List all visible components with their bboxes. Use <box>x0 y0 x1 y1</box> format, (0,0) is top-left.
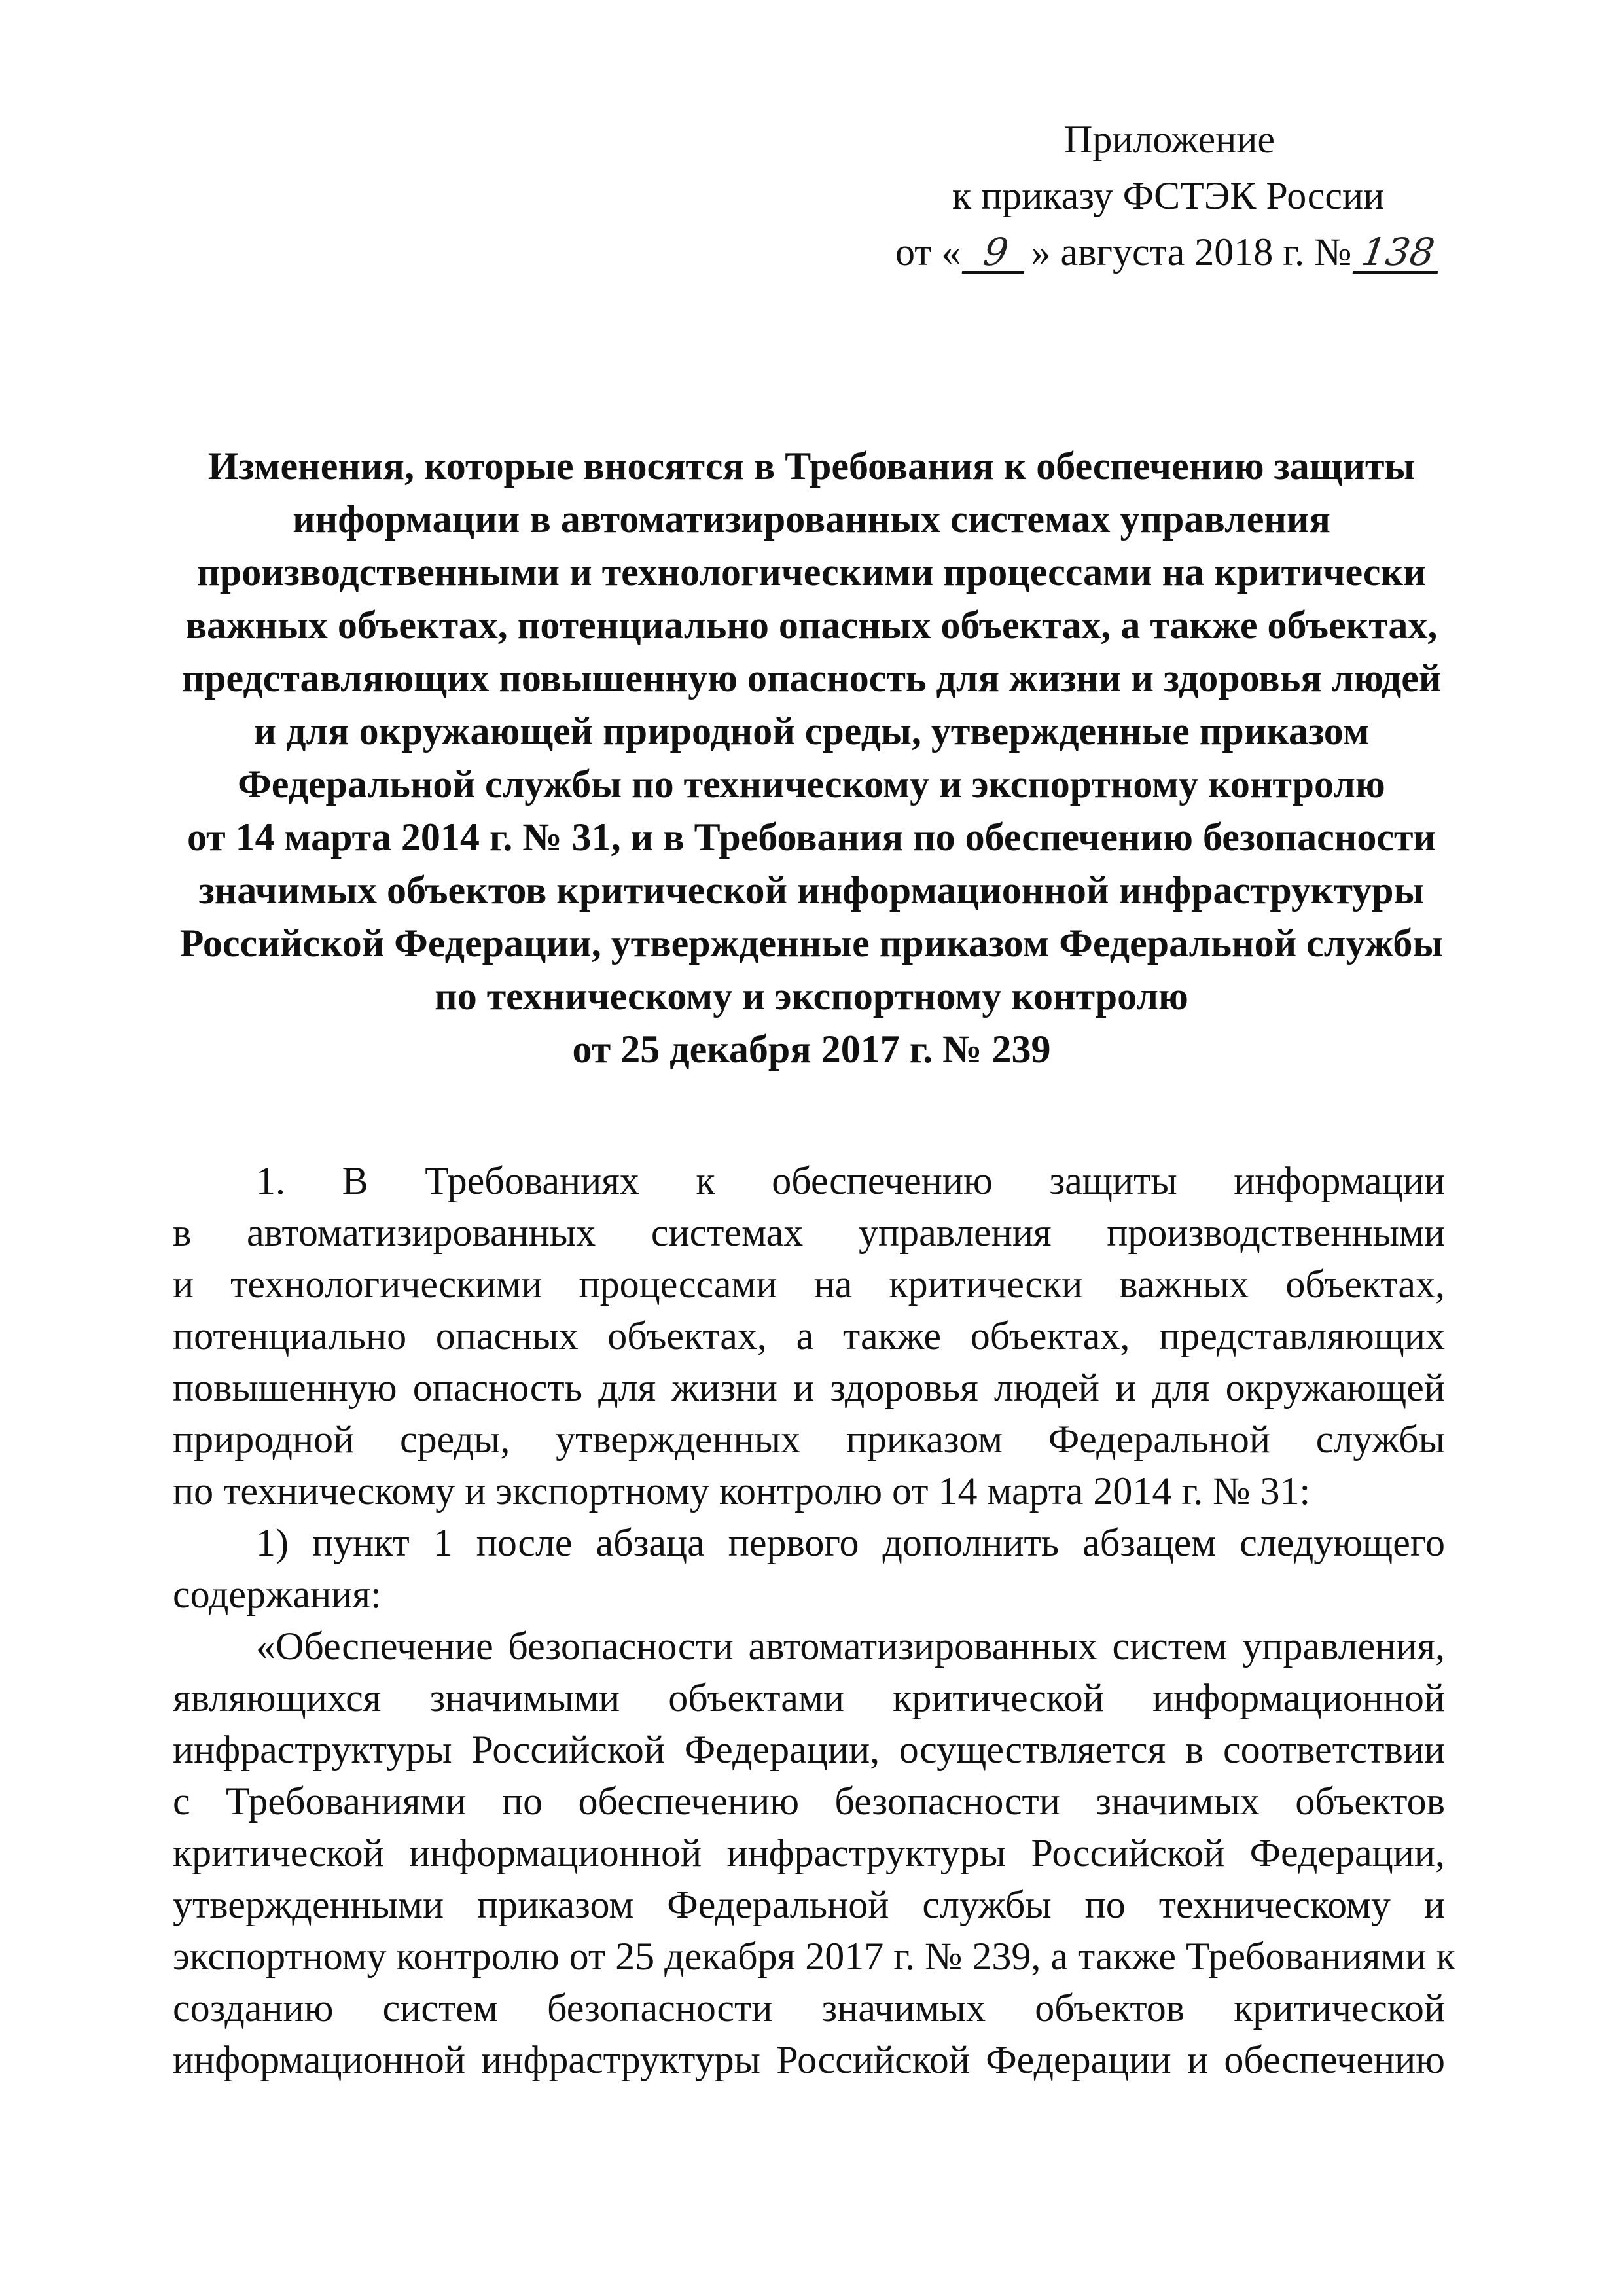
order-reference: к приказу ФСТЭК России <box>952 174 1385 217</box>
date-prefix: от « <box>895 230 961 274</box>
title-line: от 25 декабря 2017 г. № 239 <box>572 1028 1051 1071</box>
handwritten-day: 9 <box>962 233 1030 274</box>
paragraph-2 <box>173 1517 1445 1621</box>
text-line: являющихся значимыми объектами критической информационной <box>173 1676 1445 1719</box>
title-line: от 14 марта 2014 г. № 31, и в Требования по обеспечению безопасности <box>187 816 1436 859</box>
title-line: представляющих повышенную опасность для жизни и здоровья людей <box>181 656 1442 700</box>
text-line: экспортному контролю от 25 декабря 2017 г. № 239, а также Требованиями к <box>173 1935 1455 1978</box>
handwritten-order-number: 138 <box>1353 233 1444 274</box>
text-line: 1) пункт 1 после абзаца первого дополнить абзацем следующего <box>256 1521 1445 1564</box>
date-middle: » августа 2018 г. № <box>1031 230 1352 274</box>
title-line: Российской Федерации, утвержденные приказом Федеральной службы <box>179 922 1444 965</box>
title-line: Изменения, которые вносятся в Требования к обеспечению защиты <box>207 444 1416 488</box>
text-line: природной среды, утвержденных приказом Федеральной службы <box>173 1418 1445 1461</box>
text-line: инфраструктуры Российской Федерации, осуществляется в соответствии <box>173 1728 1445 1771</box>
text-line: критической информационной инфраструктуры Российской Федерации, <box>173 1831 1445 1874</box>
document-body <box>173 1155 1455 2086</box>
text-line: «Обеспечение безопасности автоматизированных систем управления, <box>256 1624 1445 1668</box>
document-title <box>170 440 1453 1076</box>
title-line: Федеральной службы по техническому и экспортному контролю <box>238 762 1385 806</box>
paragraph-3 <box>173 1621 1455 2086</box>
title-line: важных объектах, потенциально опасных объектах, а также объектах, <box>185 603 1438 647</box>
text-line: утвержденными приказом Федеральной службы по техническому и <box>173 1883 1445 1926</box>
title-line: информации в автоматизированных системах управления <box>293 497 1330 541</box>
text-line: и технологическими процессами на критически важных объектах, <box>173 1263 1445 1306</box>
text-line: повышенную опасность для жизни и здоровья людей и для окружающей <box>173 1366 1445 1409</box>
text-line: созданию систем безопасности значимых объектов критической <box>173 1986 1445 2030</box>
title-line: производственными и технологическими процессами на критически <box>197 550 1426 594</box>
text-line: информационной инфраструктуры Российской Федерации и обеспечению <box>173 2038 1445 2081</box>
text-line: с Требованиями по обеспечению безопасности значимых объектов <box>173 1780 1445 1823</box>
title-line: значимых объектов критической информационной инфраструктуры <box>198 869 1425 912</box>
paragraph-1 <box>173 1155 1445 1517</box>
title-line: по техническому и экспортному контролю <box>435 975 1188 1018</box>
text-line: по техническому и экспортному контролю от 14 марта 2014 г. № 31: <box>173 1469 1311 1513</box>
text-line: содержания: <box>173 1573 382 1616</box>
title-line: и для окружающей природной среды, утвержденные приказом <box>253 709 1370 753</box>
text-line: потенциально опасных объектах, а также объектах, представляющих <box>173 1314 1445 1357</box>
appendix-label: Приложение <box>1064 118 1275 161</box>
text-line: в автоматизированных системах управления производственными <box>173 1211 1445 1254</box>
order-date-line <box>895 224 1440 280</box>
text-line: 1. В Требованиях к обеспечению защиты информации <box>256 1159 1445 1202</box>
